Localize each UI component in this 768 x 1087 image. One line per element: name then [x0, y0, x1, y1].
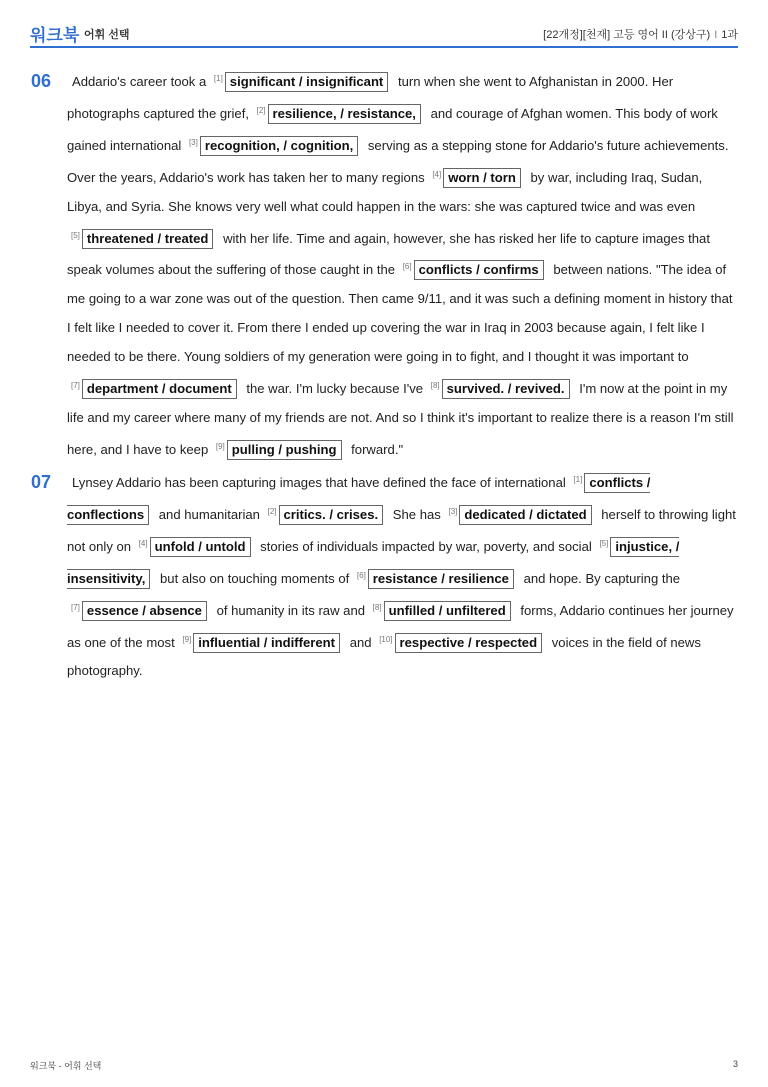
choice-box[interactable]: conflicts / confirms [414, 260, 544, 280]
question-06 [31, 65, 739, 465]
blank-marker: [2] [256, 105, 266, 115]
passage-text: but also on touching moments of [160, 570, 350, 586]
blank-marker: [9] [182, 634, 192, 644]
choice-box[interactable]: dedicated / dictated [459, 505, 591, 525]
passage-text: by war, including Iraq, Sudan, Libya, and Syria. She knows very well what could happen in the wars: she was captured twice and was even [67, 169, 703, 214]
passage-text: forward." [351, 441, 404, 457]
passage-text: of humanity in its raw and [216, 602, 366, 618]
choice-box[interactable]: injustice, / insensitivity, [67, 537, 679, 589]
passage-text: serving as a stepping stone for Addario's future achievements. Over the years, Addario's work has taken her to many regions [67, 137, 729, 185]
brand-title: 워크북 [30, 26, 80, 45]
choice-box[interactable]: survived. / revived. [442, 379, 570, 399]
choice-box[interactable]: unfilled / unfiltered [384, 601, 511, 621]
blank-marker: [5] [71, 230, 80, 240]
choice-box[interactable]: essence / absence [82, 601, 207, 621]
choice-box[interactable]: critics. / crises. [279, 505, 384, 525]
choice-box[interactable]: significant / insignificant [225, 72, 389, 92]
passage-text: She has [392, 506, 441, 522]
passage-text: and hope. By capturing the [523, 570, 681, 586]
choice-box[interactable]: conflicts / conflections [67, 473, 650, 525]
course-name: [22개정][천재] 고등 영어 II (강상구) [543, 29, 711, 41]
blank-marker: [10] [379, 634, 393, 644]
blank-marker: [1] [213, 74, 223, 83]
blank-marker: [5] [599, 538, 609, 548]
blank-marker: [8] [372, 602, 382, 612]
header-separator: I [714, 29, 718, 41]
passage-text: I'm now at the point in my life and my career where many of my friends are not. And so I think it's important to realize there is a reason I'm still here, and I have to keep [67, 381, 734, 457]
blank-marker: [1] [573, 475, 583, 484]
blank-marker: [2] [267, 506, 277, 516]
choice-box[interactable]: influential / indifferent [193, 633, 340, 653]
choice-box[interactable]: worn / torn [443, 168, 521, 188]
blank-marker: [7] [71, 381, 80, 391]
question-number: 07 [31, 472, 52, 492]
passage-text: and courage of Afghan women. This body of work gained international [67, 105, 718, 153]
passage-text: and humanitarian [158, 506, 260, 522]
passage-text: herself to throwing light not only on [67, 506, 736, 554]
passage-text: forms, Addario continues her journey as one of the most [67, 602, 734, 650]
blank-marker: [4] [432, 169, 442, 179]
passage-text: Lynsey Addario has been capturing images that have defined the face of international [72, 475, 566, 490]
choice-box[interactable]: resilience, / resistance, [268, 104, 421, 124]
blank-marker: [7] [71, 602, 80, 612]
question-passage [67, 466, 739, 686]
choice-box[interactable]: recognition, / cognition, [200, 136, 358, 156]
page-header [30, 18, 738, 48]
passage-text: with her life. Time and again, however, she has risked her life to capture images that speak volumes about the suffering of those caught in the [67, 230, 710, 278]
passage-text: between nations. "The idea of me going to a war zone was out of the question. Then came 9/11, and it was such a defining moment in history that I felt like I needed to cover it. From there I ended up covering the war in Iraq in 2003 because again, I felt like I needed to be there. Young soldiers of my generation were going in to fight, and I thought it was important to [67, 262, 733, 365]
passage-text: stories of individuals impacted by war, poverty, and social [260, 538, 592, 554]
page-number: 3 [732, 1059, 738, 1069]
blank-marker: [3] [448, 506, 458, 516]
question-number: 06 [31, 71, 52, 91]
blank-marker: [8] [430, 381, 440, 391]
blank-marker: [9] [215, 441, 225, 451]
passage-text: the war. I'm lucky because I've [246, 381, 424, 397]
choice-box[interactable]: threatened / treated [82, 229, 214, 249]
question-passage [67, 65, 739, 465]
passage-text: turn when she went to Afghanistan in 2000. Her photographs captured the grief, [67, 74, 674, 121]
passage-text: voices in the field of news photography. [67, 634, 701, 679]
blank-marker: [6] [402, 262, 412, 272]
section-subtitle: 어휘 선택 [84, 29, 130, 41]
choice-box[interactable]: pulling / pushing [227, 440, 342, 460]
course-info [543, 26, 738, 42]
choice-box[interactable]: unfold / untold [150, 537, 251, 557]
passage-text: and [349, 634, 372, 650]
lesson-label: 1과 [721, 29, 738, 41]
passage-text: Addario's career took a [72, 74, 207, 89]
blank-marker: [3] [188, 137, 198, 147]
blank-marker: [4] [138, 538, 148, 548]
choice-box[interactable]: department / document [82, 379, 237, 399]
footer-label: 워크북 - 어휘 선택 [30, 1061, 102, 1071]
choice-box[interactable]: respective / respected [395, 633, 543, 653]
blank-marker: [6] [356, 570, 366, 580]
choice-box[interactable]: resistance / resilience [368, 569, 514, 589]
question-07 [31, 466, 739, 686]
